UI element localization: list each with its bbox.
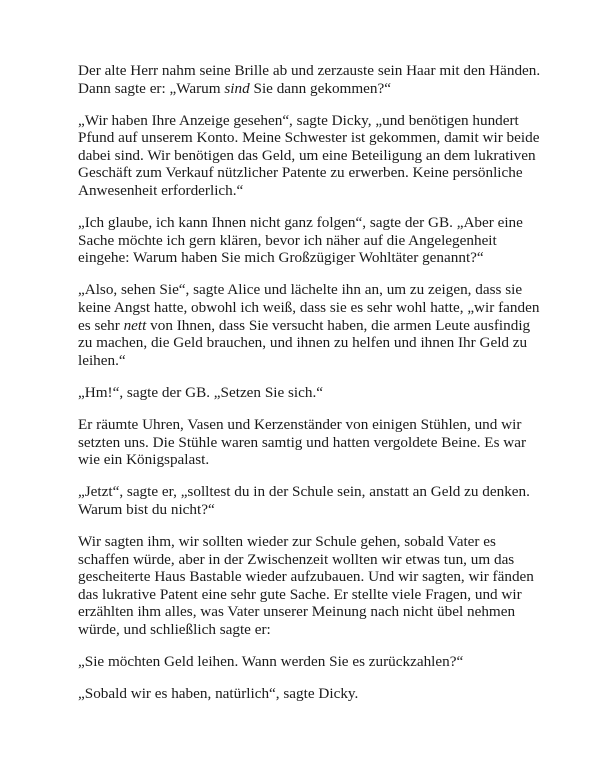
emphasis-nett: nett (123, 316, 147, 334)
paragraph-1: Der alte Herr nahm seine Brille ab und zerzauste sein Haar mit den Händen. Dann sagte er: „Warum sind Sie dann gekommen?“ (78, 62, 541, 97)
paragraph-2: „Wir haben Ihre Anzeige gesehen“, sagte Dicky, „und benötigen hundert Pfund auf unserem Konto. Meine Schwester ist gekommen, damit wir beide dabei sind. Wir benötigen das Geld, um eine Beteiligung an dem lukrativen Geschäft zum Verkauf nützlicher Patente zu erwerben. Keine persönliche Anwesenheit erforderlich.“ (78, 111, 540, 200)
paragraph-9: „Sie möchten Geld leihen. Wann werden Sie es zurückzahlen?“ (78, 653, 464, 671)
paragraph-8: Wir sagten ihm, wir sollten wieder zur Schule gehen, sobald Vater es schaffen würde, aber in der Zwischenzeit wollten wir etwas tun, um das gescheiterte Haus Bastable wieder aufzubauen. Und wir sagten, wir fänden das lukrative Patent eine sehr gute Sache. Er stellte viele Fragen, und wir erzählten ihm alles, was Vater unserer Meinung nach nicht übel nehmen würde, und schließlich sagte er: (78, 532, 534, 638)
paragraph-7: „Jetzt“, sagte er, „solltest du in der Schule sein, anstatt an Geld zu denken. Warum bist du nicht?“ (78, 483, 530, 518)
paragraph-5: „Hm!“, sagte der GB. „Setzen Sie sich.“ (78, 383, 324, 401)
paragraph-3: „Ich glaube, ich kann Ihnen nicht ganz folgen“, sagte der GB. „Aber eine Sache möchte ich gern klären, bevor ich näher auf die Angelegenheit eingehe: Warum haben Sie mich Großzügiger Wohltäter genannt?“ (78, 214, 523, 267)
paragraph-10: „Sobald wir es haben, natürlich“, sagte Dicky. (78, 685, 359, 703)
document-page (78, 62, 548, 717)
paragraph-4: „Also, sehen Sie“, sagte Alice und lächelte ihn an, um zu zeigen, dass sie keine Angst hatte, obwohl ich weiß, dass sie es sehr wohl hatte, „wir fanden es sehr nett von Ihnen, dass Sie versucht haben, die armen Leute ausfindig zu machen, die Geld brauchen, und ihnen zu helfen und ihnen Ihr Geld zu leihen.“ (78, 281, 540, 369)
emphasis-sind: sind (224, 79, 250, 97)
paragraph-6: Er räumte Uhren, Vasen und Kerzenständer von einigen Stühlen, und wir setzten uns. Die Stühle waren samtig und hatten vergoldete Beine. Es war wie ein Königspalast. (78, 416, 527, 469)
